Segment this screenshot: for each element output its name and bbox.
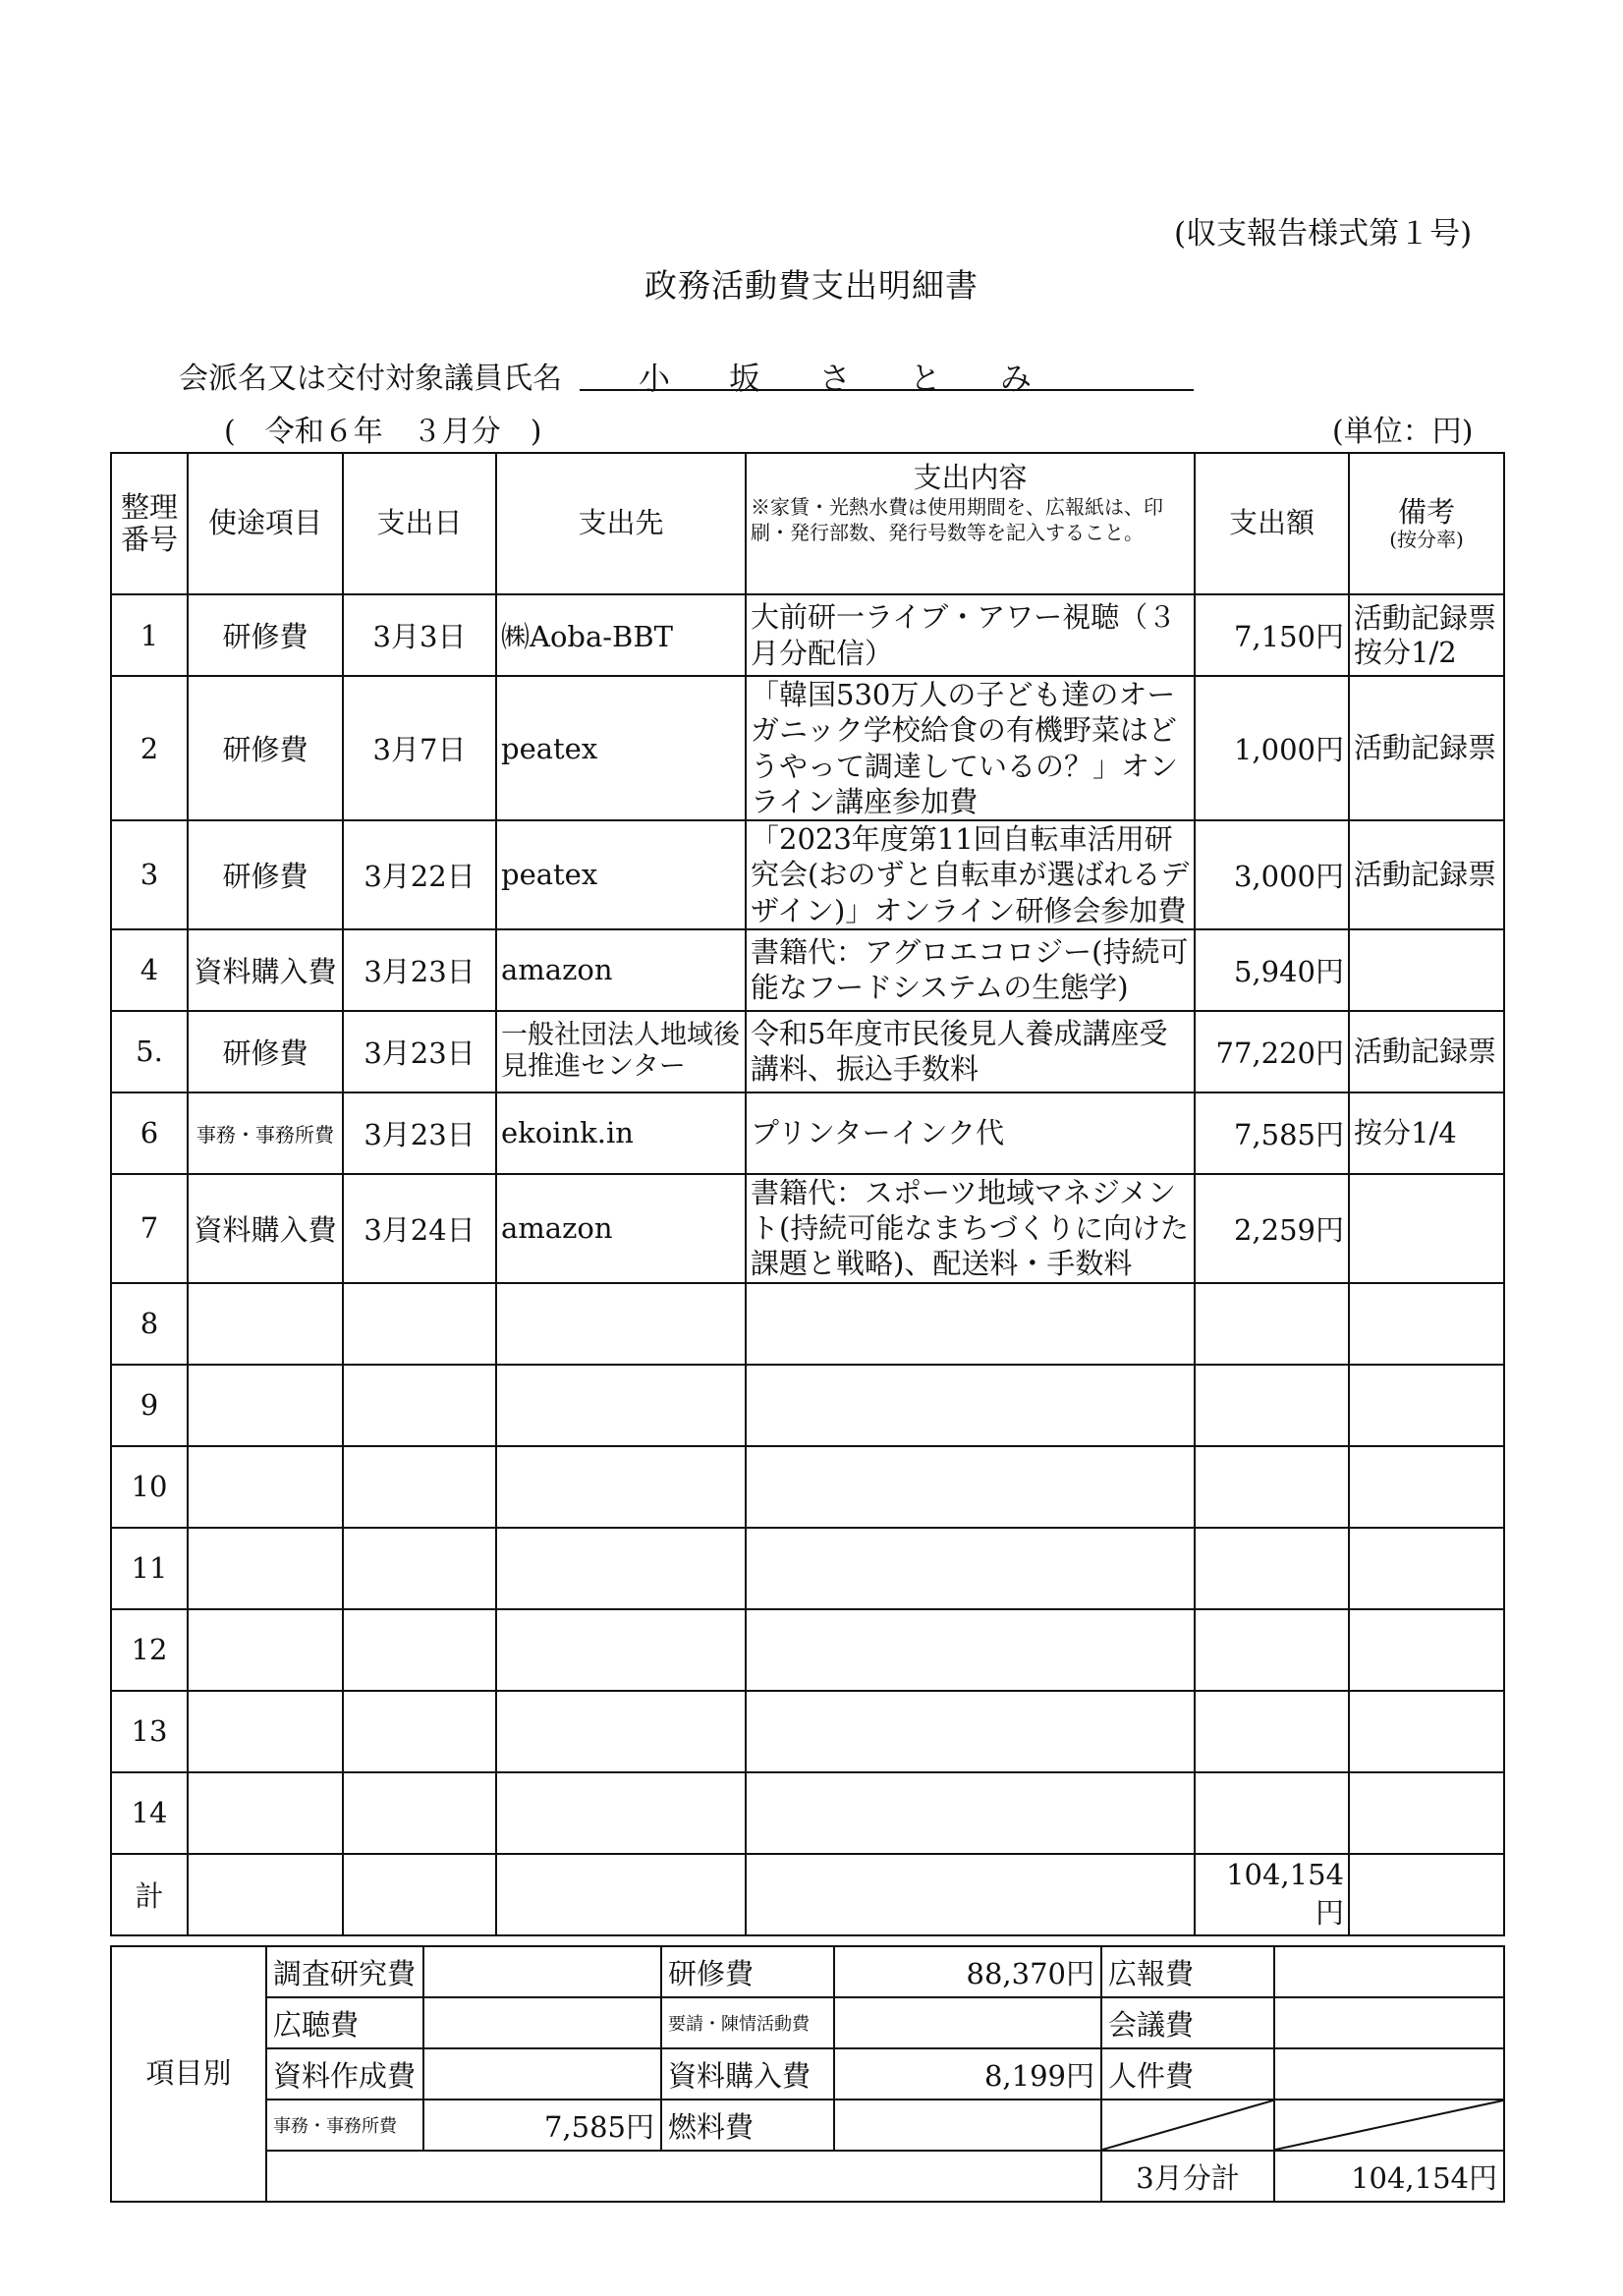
row-note: 活動記録票 (1349, 820, 1504, 929)
summary-meeting-value (1274, 1997, 1504, 2048)
row-no: 9 (111, 1365, 188, 1446)
row-purpose (188, 1283, 343, 1365)
row-no: 3 (111, 820, 188, 929)
table-row (111, 820, 1504, 929)
summary-petition-label: 要請・陳情活動費 (661, 1997, 834, 2048)
summary-research-value (423, 1946, 661, 1997)
row-amount (1195, 1365, 1349, 1446)
row-payee (496, 1609, 746, 1691)
row-no: 2 (111, 676, 188, 820)
header-content-note: ※家賃・光熱水費は使用期間を、広報紙は、印刷・発行部数、発行号数等を記入すること。 (751, 495, 1163, 545)
table-row (111, 1365, 1504, 1446)
row-payee: amazon (496, 929, 746, 1011)
total-amount: 104,154円 (1195, 1854, 1349, 1935)
row-no: 6 (111, 1092, 188, 1174)
summary-materials-purchase-value: 8,199円 (834, 2048, 1101, 2100)
summary-fuel-value (834, 2100, 1101, 2151)
row-no: 14 (111, 1772, 188, 1854)
summary-meeting-label: 会議費 (1101, 1997, 1274, 2048)
row-purpose: 資料購入費 (188, 1174, 343, 1283)
row-date (343, 1691, 496, 1772)
row-no: 4 (111, 929, 188, 1011)
row-payee: peatex (496, 820, 746, 929)
summary-materials-purchase-label: 資料購入費 (661, 2048, 834, 2100)
row-note (1349, 1528, 1504, 1609)
category-summary-table (110, 1945, 1505, 2203)
row-purpose: 研修費 (188, 594, 343, 676)
row-payee (496, 1691, 746, 1772)
summary-training-value: 88,370円 (834, 1946, 1101, 1997)
row-date (343, 1772, 496, 1854)
row-date: 3月23日 (343, 1092, 496, 1174)
row-payee: peatex (496, 676, 746, 820)
table-row (111, 1092, 1504, 1174)
table-row (111, 1528, 1504, 1609)
summary-side-label: 項目別 (111, 1946, 266, 2202)
table-row (111, 1772, 1504, 1854)
row-payee (496, 1365, 746, 1446)
month-total-value: 104,154円 (1274, 2151, 1504, 2202)
row-purpose: 研修費 (188, 820, 343, 929)
expense-table (110, 452, 1505, 1936)
total-row (111, 1854, 1504, 1935)
row-note (1349, 1609, 1504, 1691)
row-date (343, 1528, 496, 1609)
row-content (746, 1609, 1195, 1691)
header-amount: 支出額 (1195, 453, 1349, 594)
row-amount: 2,259円 (1195, 1174, 1349, 1283)
row-date (343, 1283, 496, 1365)
row-date: 3月23日 (343, 929, 496, 1011)
summary-personnel-value (1274, 2048, 1504, 2100)
row-payee: amazon (496, 1174, 746, 1283)
table-row (111, 1174, 1504, 1283)
row-date: 3月3日 (343, 594, 496, 676)
summary-research-label: 調査研究費 (266, 1946, 423, 1997)
header-payee: 支出先 (496, 453, 746, 594)
row-note: 活動記録票 (1349, 676, 1504, 820)
row-purpose: 研修費 (188, 676, 343, 820)
header-note-title: 備考 (1397, 494, 1455, 529)
row-payee: ㈱Aoba-BBT (496, 594, 746, 676)
row-note (1349, 929, 1504, 1011)
row-content: 大前研一ライブ・アワー視聴（３月分配信） (746, 594, 1195, 676)
row-amount: 7,150円 (1195, 594, 1349, 676)
row-no: 1 (111, 594, 188, 676)
row-date: 3月24日 (343, 1174, 496, 1283)
summary-materials-creation-label: 資料作成費 (266, 2048, 423, 2100)
row-note (1349, 1365, 1504, 1446)
row-amount (1195, 1283, 1349, 1365)
summary-hearing-label: 広聴費 (266, 1997, 423, 2048)
table-row (111, 929, 1504, 1011)
summary-personnel-label: 人件費 (1101, 2048, 1274, 2100)
table-row (111, 1011, 1504, 1092)
row-purpose (188, 1528, 343, 1609)
summary-materials-creation-value (423, 2048, 661, 2100)
row-payee (496, 1283, 746, 1365)
row-purpose: 研修費 (188, 1011, 343, 1092)
table-row (111, 1609, 1504, 1691)
row-no: 12 (111, 1609, 188, 1691)
row-note (1349, 1691, 1504, 1772)
row-note (1349, 1283, 1504, 1365)
row-amount (1195, 1446, 1349, 1528)
table-header-row (111, 453, 1504, 594)
row-content (746, 1772, 1195, 1854)
summary-fuel-label: 燃料費 (661, 2100, 834, 2151)
row-content: 「韓国530万人の子ども達のオーガニック学校給食の有機野菜はどうやって調達しているの？」オンライン講座参加費 (746, 676, 1195, 820)
row-content (746, 1446, 1195, 1528)
row-payee (496, 1772, 746, 1854)
total-empty (188, 1854, 343, 1935)
summary-office-value: 7,585円 (423, 2100, 661, 2151)
row-date: 3月22日 (343, 820, 496, 929)
total-label: 計 (111, 1854, 188, 1935)
row-purpose (188, 1365, 343, 1446)
row-content (746, 1691, 1195, 1772)
diagonal-cell (1101, 2100, 1274, 2151)
row-date: 3月7日 (343, 676, 496, 820)
row-amount: 5,940円 (1195, 929, 1349, 1011)
member-name: 小坂さとみ (580, 354, 1194, 391)
row-no: 8 (111, 1283, 188, 1365)
page-title: 政務活動費支出明細書 (644, 266, 979, 305)
row-payee: ekoink.in (496, 1092, 746, 1174)
diagonal-strike (1102, 2100, 1273, 2150)
row-no: 10 (111, 1446, 188, 1528)
table-row (111, 1283, 1504, 1365)
row-purpose: 資料購入費 (188, 929, 343, 1011)
row-amount (1195, 1528, 1349, 1609)
table-row (111, 676, 1504, 820)
row-amount (1195, 1609, 1349, 1691)
form-number: (収支報告様式第１号) (1174, 216, 1473, 252)
row-purpose (188, 1446, 343, 1528)
row-date (343, 1365, 496, 1446)
row-payee (496, 1446, 746, 1528)
header-date: 支出日 (343, 453, 496, 594)
row-note: 活動記録票 按分1/2 (1349, 594, 1504, 676)
row-content (746, 1365, 1195, 1446)
row-amount: 1,000円 (1195, 676, 1349, 820)
row-note (1349, 1446, 1504, 1528)
header-content-title: 支出内容 (913, 461, 1028, 494)
row-no: 13 (111, 1691, 188, 1772)
diagonal-strike (1275, 2100, 1503, 2150)
row-note: 按分1/4 (1349, 1092, 1504, 1174)
summary-blank (266, 2151, 1101, 2202)
row-purpose: 事務・事務所費 (188, 1092, 343, 1174)
table-row (111, 1446, 1504, 1528)
row-note: 活動記録票 (1349, 1011, 1504, 1092)
row-purpose (188, 1772, 343, 1854)
total-empty (746, 1854, 1195, 1935)
row-content: 令和5年度市民後見人養成講座受講料、振込手数料 (746, 1011, 1195, 1092)
row-amount: 7,585円 (1195, 1092, 1349, 1174)
total-empty (496, 1854, 746, 1935)
member-label: 会派名又は交付対象議員氏名 (179, 362, 562, 396)
header-note (1349, 453, 1504, 594)
summary-hearing-value (423, 1997, 661, 2048)
row-no: 5. (111, 1011, 188, 1092)
row-amount: 77,220円 (1195, 1011, 1349, 1092)
row-no: 7 (111, 1174, 188, 1283)
row-date: 3月23日 (343, 1011, 496, 1092)
row-payee: 一般社団法人地域後見推進センター (496, 1011, 746, 1092)
summary-petition-value (834, 1997, 1101, 2048)
period: ( 令和６年 ３月分 ) (224, 415, 542, 449)
row-payee (496, 1528, 746, 1609)
row-amount (1195, 1772, 1349, 1854)
row-note (1349, 1772, 1504, 1854)
summary-pr-label: 広報費 (1101, 1946, 1274, 1997)
table-row (111, 1691, 1504, 1772)
row-amount: 3,000円 (1195, 820, 1349, 929)
summary-training-label: 研修費 (661, 1946, 834, 1997)
total-empty (343, 1854, 496, 1935)
header-purpose: 使途項目 (188, 453, 343, 594)
row-content: 「2023年度第11回自転車活用研究会(おのずと自転車が選ばれるデザイン)」オンライン研修会参加費 (746, 820, 1195, 929)
row-purpose (188, 1691, 343, 1772)
row-content (746, 1283, 1195, 1365)
row-purpose (188, 1609, 343, 1691)
header-content (746, 453, 1195, 594)
row-amount (1195, 1691, 1349, 1772)
summary-office-label: 事務・事務所費 (266, 2100, 423, 2151)
table-row (111, 594, 1504, 676)
header-no: 整理番号 (111, 453, 188, 594)
summary-pr-value (1274, 1946, 1504, 1997)
row-content (746, 1528, 1195, 1609)
total-empty (1349, 1854, 1504, 1935)
diagonal-cell (1274, 2100, 1504, 2151)
row-note (1349, 1174, 1504, 1283)
row-content: 書籍代：スポーツ地域マネジメント(持続可能なまちづくりに向けた課題と戦略)、配送料・手数料 (746, 1174, 1195, 1283)
row-date (343, 1446, 496, 1528)
row-content: 書籍代：アグロエコロジー(持続可能なフードシステムの生態学) (746, 929, 1195, 1011)
header-note-sub: (按分率) (1389, 528, 1464, 552)
row-content: プリンターインク代 (746, 1092, 1195, 1174)
row-no: 11 (111, 1528, 188, 1609)
unit-label: (単位：円) (1332, 415, 1474, 449)
row-date (343, 1609, 496, 1691)
month-total-label: 3月分計 (1101, 2151, 1274, 2202)
